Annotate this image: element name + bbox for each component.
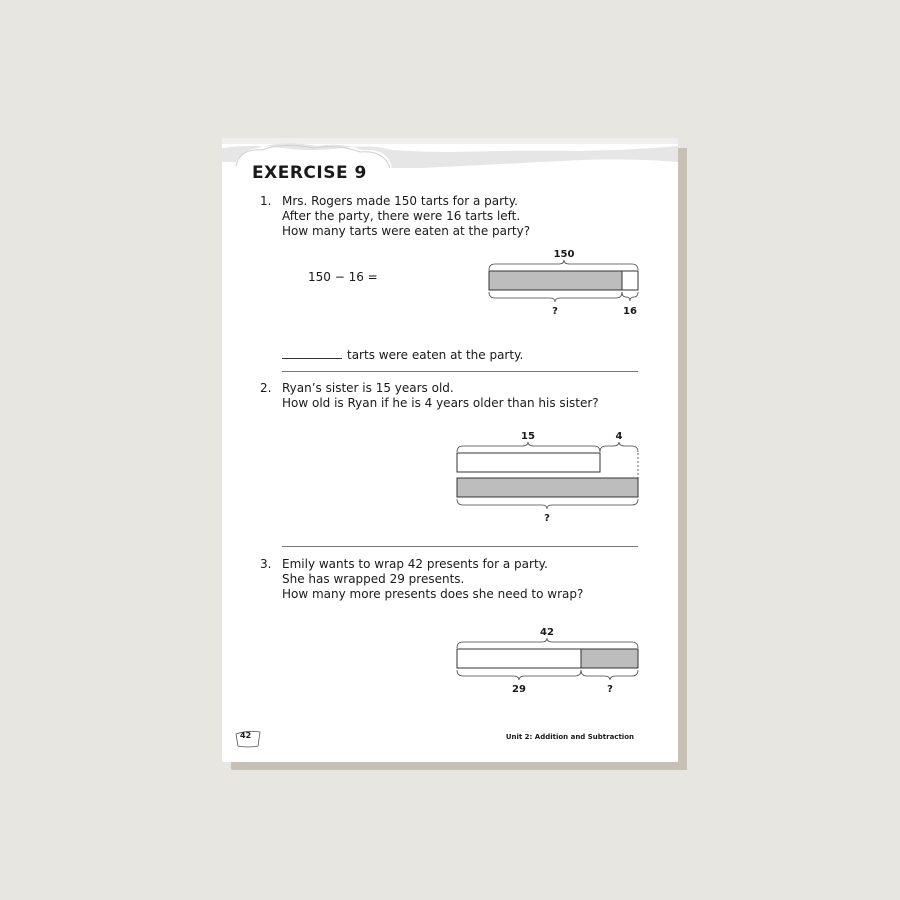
- divider: [282, 546, 638, 547]
- brace-top: [457, 638, 638, 648]
- label-unknown: ?: [607, 684, 613, 695]
- label-known: 29: [512, 684, 526, 695]
- workbook-page: [222, 138, 678, 762]
- question-1: [222, 194, 678, 254]
- bar-unknown-part: [489, 271, 622, 290]
- brace-top-right: [600, 442, 638, 452]
- question-3: [222, 557, 678, 607]
- label-unknown: ?: [544, 513, 550, 523]
- exercise-title: EXERCISE 9: [252, 163, 367, 183]
- question-line: After the party, there were 16 tarts left.: [282, 209, 521, 223]
- question-number: 2.: [260, 381, 272, 395]
- question-2: [222, 381, 678, 415]
- divider: [282, 371, 638, 372]
- bar-model-3: [452, 624, 646, 696]
- brace-bottom: [457, 499, 638, 509]
- question-line: How many more presents does she need to wrap?: [282, 587, 584, 601]
- equation: 150 − 16 =: [308, 270, 378, 284]
- brace-bottom-left: [457, 670, 581, 680]
- label-unknown: ?: [552, 306, 558, 317]
- brace-top: [489, 260, 638, 270]
- bar-sister: [457, 453, 600, 472]
- question-line: Mrs. Rogers made 150 tarts for a party.: [282, 194, 518, 208]
- question-text: [282, 194, 530, 239]
- question-line: Emily wants to wrap 42 presents for a party.: [282, 557, 548, 571]
- unit-title: Unit 2: Addition and Subtraction: [505, 733, 634, 741]
- brace-top-left: [457, 442, 600, 452]
- question-text: [282, 557, 583, 602]
- question-text: [282, 381, 599, 411]
- bar-known-part: [622, 271, 638, 290]
- question-number: 3.: [260, 557, 272, 571]
- page-number: 42: [240, 731, 252, 740]
- answer-text: tarts were eaten at the party.: [347, 348, 524, 362]
- bar-model-1: [484, 246, 644, 318]
- label-difference: 4: [615, 431, 623, 442]
- brace-bottom-right: [581, 670, 638, 680]
- bar-unknown-part: [581, 649, 638, 668]
- question-line: Ryan’s sister is 15 years old.: [282, 381, 454, 395]
- question-number: 1.: [260, 194, 272, 208]
- bar-model-2: [452, 428, 646, 523]
- label-total: 150: [553, 249, 575, 260]
- question-line: How old is Ryan if he is 4 years older than his sister?: [282, 396, 599, 410]
- label-total: 42: [540, 627, 554, 638]
- brace-bottom-left: [489, 292, 622, 302]
- answer-blank[interactable]: [282, 358, 342, 359]
- label-sister: 15: [521, 431, 535, 442]
- bar-known-part: [457, 649, 581, 668]
- label-known: 16: [623, 306, 637, 317]
- bar-ryan: [457, 478, 638, 497]
- question-line: She has wrapped 29 presents.: [282, 572, 465, 586]
- brace-bottom-right: [622, 292, 638, 301]
- answer-line: [282, 348, 523, 362]
- question-line: How many tarts were eaten at the party?: [282, 224, 531, 238]
